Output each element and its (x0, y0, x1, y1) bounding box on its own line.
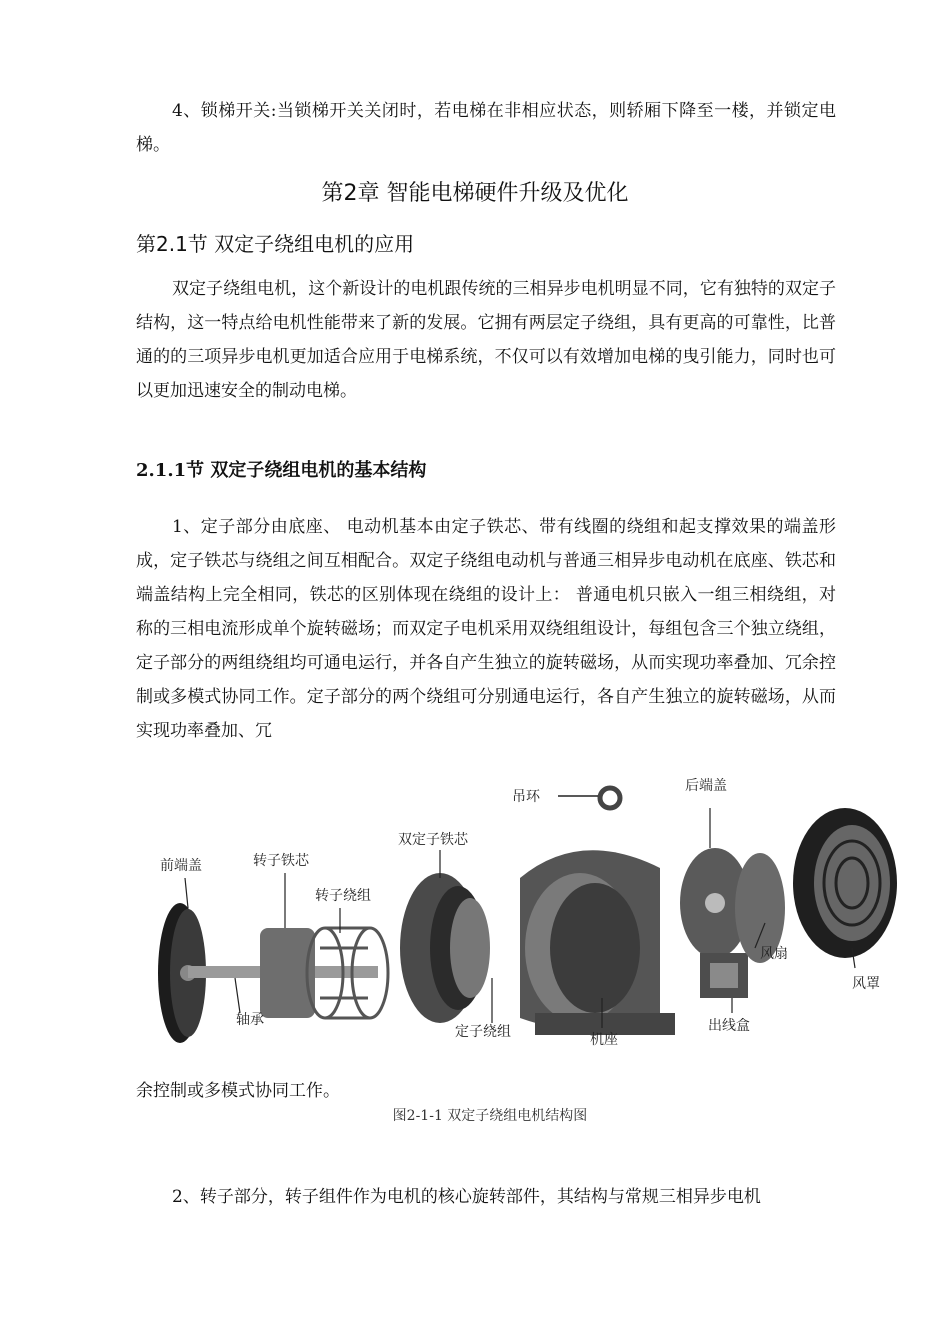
lifting-ring-shape (600, 788, 620, 808)
label-front-cover: 前端盖 (160, 858, 202, 874)
label-bearing: 轴承 (236, 1012, 264, 1028)
label-rotor-core: 转子铁芯 (253, 853, 309, 869)
label-junction-box: 出线盒 (708, 1018, 750, 1034)
paragraph-intro: 双定子绕组电机，这个新设计的电机跟传统的三相异步电机明显不同，它有独特的双定子结构，这一特点给电机性能带来了新的发展。它拥有两层定子绕组，具有更高的可靠性，比普通的的三项异步电机更加适合应用于电梯系统，不仅可以有效增加电梯的曳引能力，同时也可以更加迅速安全的制动电梯。 (136, 279, 836, 401)
label-stator-winding: 定子绕组 (455, 1024, 511, 1040)
figure-caption: 图2-1-1 双定子绕组电机结构图 (392, 1108, 588, 1124)
paragraph-stator-structure-continued: 余控制或多模式协同工作。 (136, 1081, 340, 1101)
frame-shape (520, 850, 675, 1035)
motor-structure-figure (140, 768, 900, 1068)
label-dual-stator-core: 双定子铁芯 (398, 832, 468, 848)
label-lifting-ring: 吊环 (512, 789, 540, 805)
label-frame: 机座 (590, 1032, 618, 1048)
paragraph-lock-switch: 4、锁梯开关:当锁梯开关关闭时，若电梯在非相应状态，则轿厢下降至一楼，并锁定电梯。 (136, 101, 836, 155)
label-rotor-winding: 转子绕组 (315, 888, 371, 904)
chapter-title: 第2章 智能电梯硬件升级及优化 (321, 181, 629, 206)
paragraph-stator-structure: 1、定子部分由底座、 电动机基本由定子铁芯、带有线圈的绕组和起支撑效果的端盖形成，定子铁芯与绕组之间互相配合。双定子绕组电动机与普通三相异步电动机在底座、铁芯和端盖结构上完全相同，铁芯的区别体现在绕组的设计上： 普通电机只嵌入一组三相绕组，对称的三相电流形成单个旋转磁场；而双定子电机采用双绕组组设计，每组包含三个独立绕组，定子部分的两组绕组均可通电运行，并各自产生独立的旋转磁场，从而实现功率叠加、冗余控制或多模式协同工作。定子部分的两个绕组可分别通电运行，各自产生独立的旋转磁场，从而实现功率叠加、冗 (136, 517, 836, 741)
label-fan-cover: 风罩 (852, 976, 880, 992)
label-rear-cover: 后端盖 (685, 778, 727, 794)
motor-exploded-diagram (140, 768, 900, 1068)
section-title: 第2.1节 双定子绕组电机的应用 (136, 232, 415, 256)
fan-cover-shape (793, 808, 897, 958)
subsection-title: 2.1.1节 双定子绕组电机的基本结构 (136, 460, 427, 481)
label-fan: 风扇 (760, 946, 788, 962)
paragraph-rotor: 2、转子部分，转子组件作为电机的核心旋转部件，其结构与常规三相异步电机 (172, 1187, 761, 1207)
